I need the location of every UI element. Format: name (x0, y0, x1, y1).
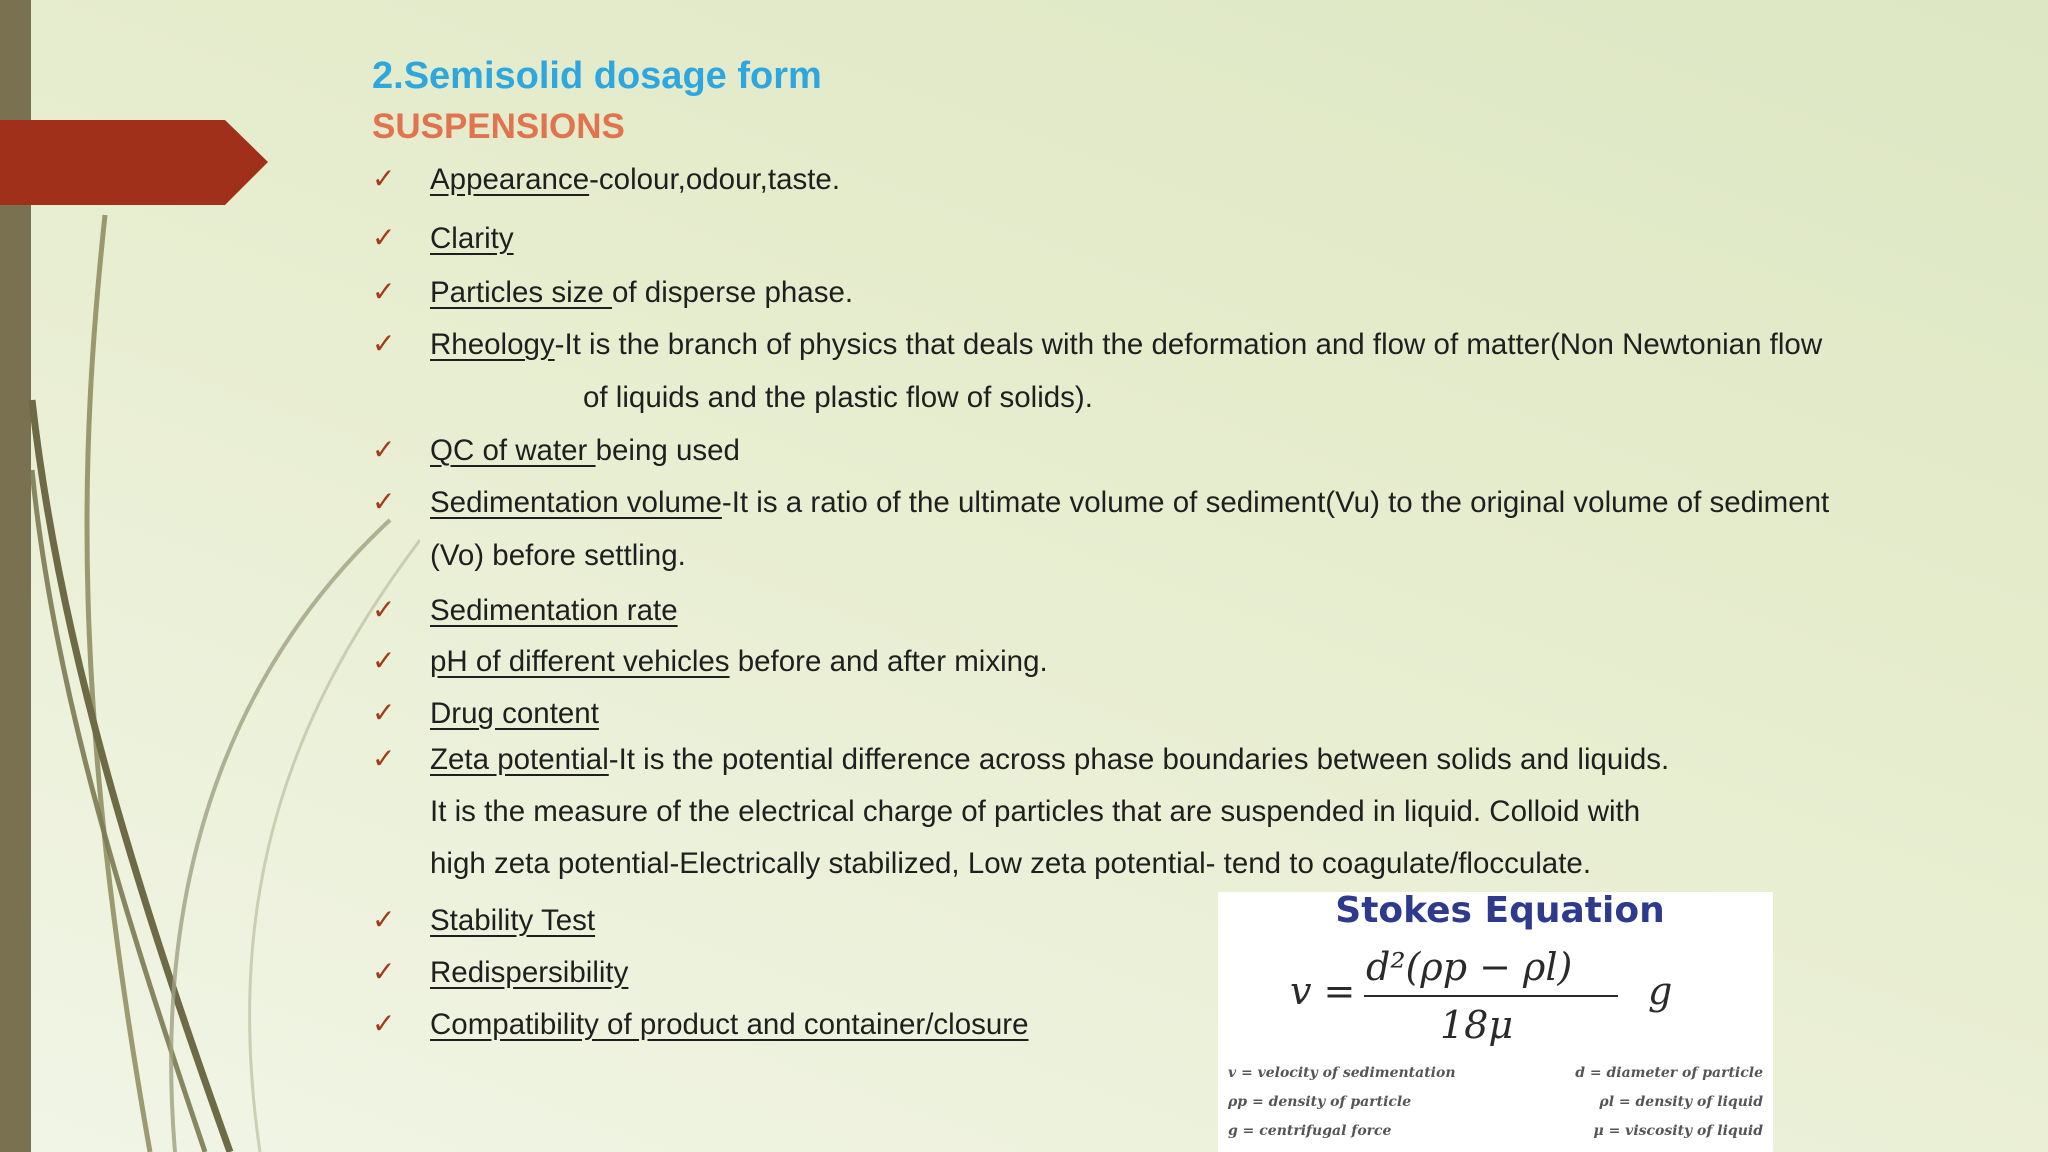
item-continuation: high zeta potential-Electrically stabilized, Low zeta potential- tend to coagulate/flocculate. (430, 847, 1592, 880)
item-text: -colour,odour,taste. (589, 163, 841, 196)
stokes-factor: g (1648, 969, 1673, 1013)
item-text: -It is a ratio of the ultimate volume of sediment(Vu) to the original volume of sediment (721, 486, 1830, 519)
item-term: Stability Test (430, 904, 596, 937)
check-icon: ✓ (372, 485, 396, 518)
item-continuation: of liquids and the plastic flow of solids). (583, 381, 1093, 414)
legend-density-liquid: ρl = density of liquid (1599, 1094, 1763, 1110)
item-text: -It is the branch of physics that deals with the deformation and flow of matter(Non Newtonian flow (554, 328, 1823, 361)
legend-density-particle: ρp = density of particle (1228, 1094, 1412, 1110)
item-term: Clarity (430, 222, 514, 255)
legend-velocity: v = velocity of sedimentation (1228, 1065, 1456, 1081)
item-text: being used (595, 434, 740, 467)
stokes-title: Stokes Equation (1335, 892, 1665, 931)
check-icon: ✓ (372, 742, 396, 775)
stokes-denominator: 18μ (1440, 1003, 1514, 1047)
check-icon: ✓ (372, 1007, 396, 1040)
item-text: -It is the potential difference across phase boundaries between solids and liquids. (608, 743, 1670, 776)
stokes-lhs: v = (1290, 969, 1356, 1013)
red-arrow-shape (0, 120, 268, 205)
item-term: Sedimentation rate (430, 594, 678, 627)
item-term: Particles size (430, 276, 612, 309)
item-term: Sedimentation volume (430, 486, 722, 519)
item-term: Appearance (430, 163, 590, 196)
check-icon: ✓ (372, 644, 396, 677)
item-term: Drug content (430, 697, 599, 730)
check-icon: ✓ (372, 696, 396, 729)
item-continuation: (Vo) before settling. (430, 539, 686, 572)
item-continuation: It is the measure of the electrical charge of particles that are suspended in liquid. Colloid with (430, 795, 1641, 828)
stokes-equation-image (1218, 892, 1773, 1152)
item-term: Compatibility of product and container/closure (430, 1008, 1029, 1041)
check-icon: ✓ (372, 221, 396, 254)
item-term: Rheology (430, 328, 555, 361)
legend-centrifugal: g = centrifugal force (1228, 1123, 1392, 1139)
legend-viscosity: μ = viscosity of liquid (1593, 1123, 1763, 1139)
item-text: before and after mixing. (729, 645, 1048, 678)
check-icon: ✓ (372, 162, 396, 195)
item-term: pH of different vehicles (430, 645, 730, 678)
slide-subtitle: SUSPENSIONS (372, 107, 625, 146)
check-icon: ✓ (372, 593, 396, 626)
item-term: Redispersibility (430, 956, 629, 989)
item-text: of disperse phase. (611, 276, 854, 309)
check-icon: ✓ (372, 433, 396, 466)
check-icon: ✓ (372, 327, 396, 360)
stokes-numerator: d²(ρp − ρl) (1366, 945, 1573, 989)
item-term: Zeta potential (430, 743, 609, 776)
check-icon: ✓ (372, 955, 396, 988)
slide-title: 2.Semisolid dosage form (372, 55, 822, 97)
check-icon: ✓ (372, 275, 396, 308)
item-term: QC of water (430, 434, 596, 467)
check-icon: ✓ (372, 903, 396, 936)
legend-diameter: d = diameter of particle (1575, 1065, 1763, 1081)
